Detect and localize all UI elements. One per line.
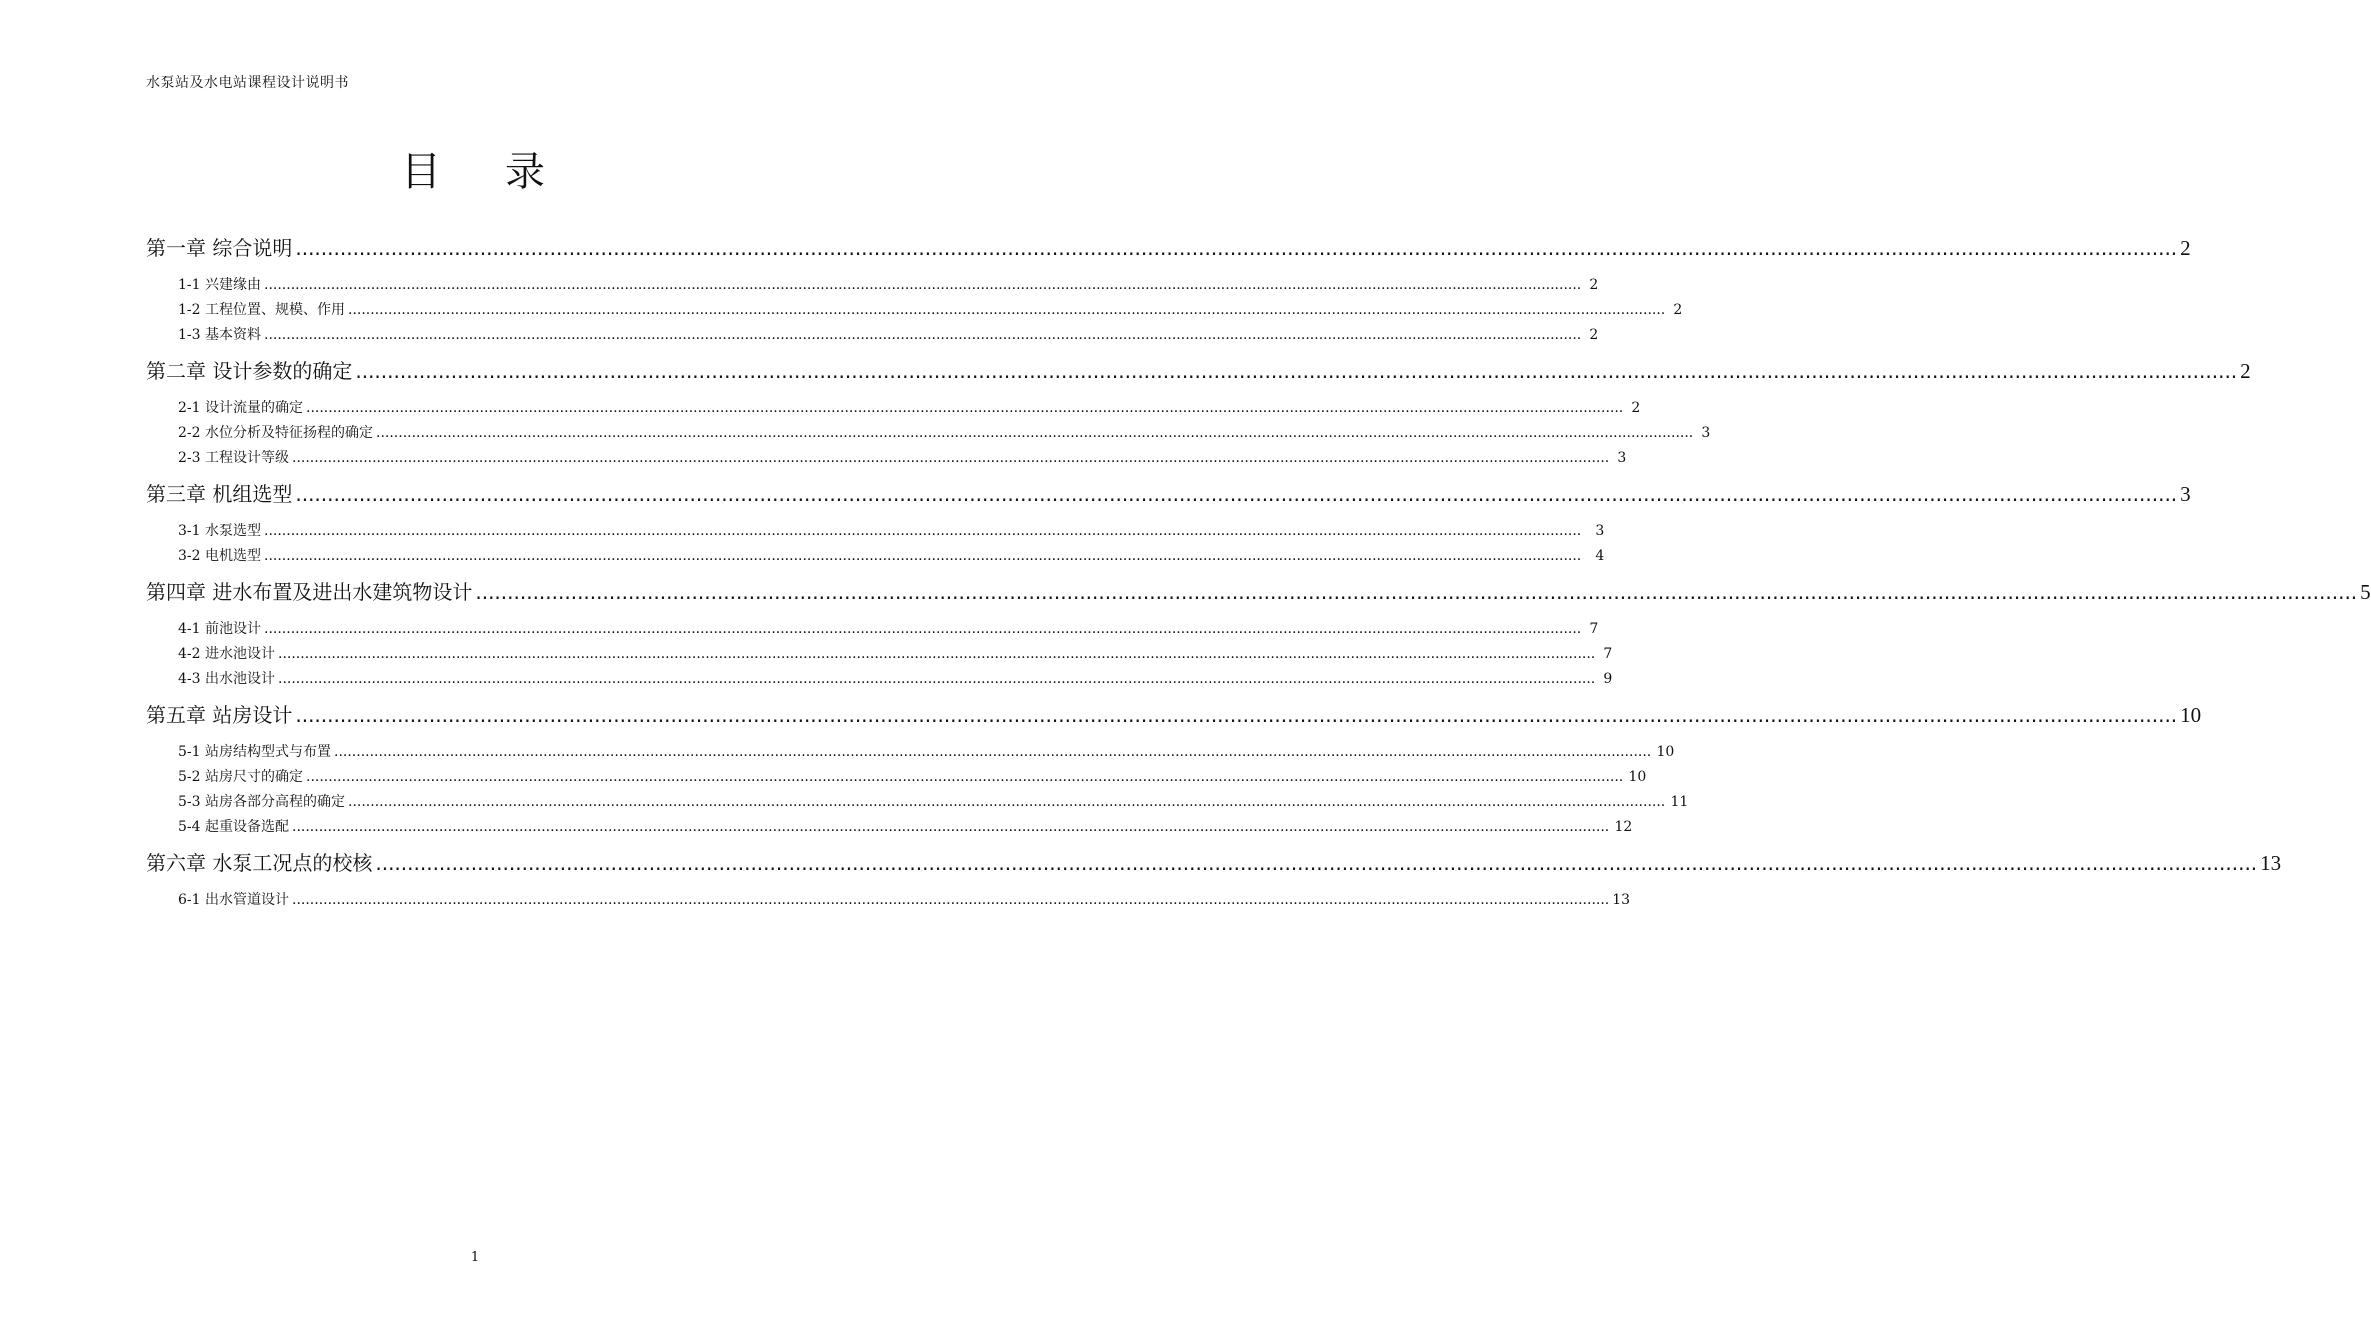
toc-leader-dots bbox=[348, 302, 1665, 318]
toc-section-page: 3 bbox=[1595, 523, 1605, 539]
toc-section-page: 9 bbox=[1603, 671, 1613, 687]
toc-section-entry[interactable] bbox=[146, 668, 1613, 693]
toc-section-page: 4 bbox=[1595, 548, 1605, 564]
toc-section-page: 7 bbox=[1589, 621, 1599, 637]
toc-leader-dots bbox=[348, 794, 1665, 810]
toc-leader-dots bbox=[264, 523, 1581, 539]
toc-chapter-title: 第五章 站房设计 bbox=[146, 703, 293, 727]
toc-section-page: 2 bbox=[1589, 327, 1599, 343]
toc-section-entry[interactable] bbox=[146, 643, 1613, 668]
toc-title-char-1: 目 bbox=[401, 149, 445, 195]
toc-section-page: 11 bbox=[1670, 794, 1689, 810]
toc-section-title: 5-4 起重设备选配 bbox=[178, 819, 289, 835]
toc-leader-dots bbox=[278, 671, 1595, 687]
toc-section-title: 6-1 出水管道设计 bbox=[178, 892, 289, 908]
toc-chapter-title: 第二章 设计参数的确定 bbox=[146, 359, 353, 383]
toc-leader-dots bbox=[292, 450, 1609, 466]
toc-leader-dots bbox=[306, 400, 1623, 416]
toc-leader-dots bbox=[295, 703, 2177, 727]
toc-title bbox=[0, 140, 950, 197]
toc-section-page: 3 bbox=[1701, 425, 1711, 441]
toc-leader-dots bbox=[355, 359, 2237, 383]
toc-section-entry[interactable] bbox=[146, 741, 1675, 766]
toc-leader-dots bbox=[375, 851, 2257, 875]
toc-section-title: 2-1 设计流量的确定 bbox=[178, 400, 303, 416]
toc-section-title: 2-2 水位分析及特征扬程的确定 bbox=[178, 425, 373, 441]
toc-section-entry[interactable] bbox=[146, 791, 1689, 816]
toc-chapter-entry[interactable] bbox=[146, 232, 2191, 262]
toc-chapter-entry[interactable] bbox=[146, 847, 2282, 877]
toc-chapter-page: 2 bbox=[2180, 236, 2191, 260]
toc-section-title: 5-1 站房结构型式与布置 bbox=[178, 744, 331, 760]
toc-section-entry[interactable] bbox=[146, 299, 1683, 324]
toc-section-title: 1-2 工程位置、规模、作用 bbox=[178, 302, 345, 318]
toc-leader-dots bbox=[292, 892, 1609, 908]
toc-section-title: 4-3 出水池设计 bbox=[178, 671, 275, 687]
toc-section-title: 5-3 站房各部分高程的确定 bbox=[178, 794, 345, 810]
toc-section-entry[interactable] bbox=[146, 422, 1711, 447]
toc-chapter-entry[interactable] bbox=[146, 478, 2191, 508]
toc-spacer bbox=[146, 914, 807, 920]
toc-leader-dots bbox=[264, 621, 1581, 637]
toc-leader-dots bbox=[264, 327, 1581, 343]
toc-section-page: 2 bbox=[1631, 400, 1641, 416]
toc-section-entry[interactable] bbox=[146, 766, 1647, 791]
page-number: 1 bbox=[470, 1250, 480, 1265]
toc-chapter-entry[interactable] bbox=[146, 699, 2202, 729]
toc-chapter-title: 第三章 机组选型 bbox=[146, 482, 293, 506]
toc-section-page: 2 bbox=[1589, 277, 1599, 293]
toc-leader-dots bbox=[264, 277, 1581, 293]
toc-chapter-page: 3 bbox=[2180, 482, 2191, 506]
table-of-contents bbox=[146, 232, 2371, 920]
toc-section-entry[interactable] bbox=[146, 889, 1631, 914]
toc-chapter-page: 2 bbox=[2240, 359, 2251, 383]
toc-leader-dots bbox=[376, 425, 1693, 441]
toc-section-title: 1-1 兴建缘由 bbox=[178, 277, 261, 293]
toc-title-char-2: 录 bbox=[505, 149, 549, 195]
toc-section-page: 10 bbox=[1628, 769, 1647, 785]
toc-chapter-page: 10 bbox=[2180, 703, 2202, 727]
toc-section-entry[interactable] bbox=[146, 618, 1599, 643]
toc-section-page: 13 bbox=[1612, 892, 1631, 908]
toc-leader-dots bbox=[306, 769, 1623, 785]
toc-section-entry[interactable] bbox=[146, 520, 1605, 545]
toc-section-entry[interactable] bbox=[146, 397, 1641, 422]
running-header: 水泵站及水电站课程设计说明书 bbox=[146, 75, 349, 91]
toc-section-title: 4-2 进水池设计 bbox=[178, 646, 275, 662]
toc-chapter-entry[interactable] bbox=[146, 355, 2251, 385]
toc-section-page: 10 bbox=[1656, 744, 1675, 760]
toc-chapter-page: 13 bbox=[2260, 851, 2282, 875]
toc-section-entry[interactable] bbox=[146, 816, 1633, 841]
toc-leader-dots bbox=[264, 548, 1581, 564]
toc-leader-dots bbox=[292, 819, 1609, 835]
toc-section-page: 12 bbox=[1614, 819, 1633, 835]
toc-section-entry[interactable] bbox=[146, 274, 1599, 299]
toc-section-entry[interactable] bbox=[146, 447, 1627, 472]
toc-leader-dots bbox=[295, 482, 2177, 506]
toc-chapter-title: 第一章 综合说明 bbox=[146, 236, 293, 260]
toc-section-title: 3-1 水泵选型 bbox=[178, 523, 261, 539]
toc-section-title: 3-2 电机选型 bbox=[178, 548, 261, 564]
toc-chapter-page: 5 bbox=[2360, 580, 2371, 604]
toc-leader-dots bbox=[475, 580, 2357, 604]
toc-section-title: 1-3 基本资料 bbox=[178, 327, 261, 343]
toc-section-entry[interactable] bbox=[146, 545, 1605, 570]
toc-chapter-title: 第四章 进水布置及进出水建筑物设计 bbox=[146, 580, 473, 604]
toc-section-entry[interactable] bbox=[146, 324, 1599, 349]
toc-section-page: 2 bbox=[1673, 302, 1683, 318]
toc-section-title: 4-1 前池设计 bbox=[178, 621, 261, 637]
toc-chapter-title: 第六章 水泵工况点的校核 bbox=[146, 851, 373, 875]
toc-leader-dots bbox=[334, 744, 1651, 760]
toc-section-page: 7 bbox=[1603, 646, 1613, 662]
toc-section-page: 3 bbox=[1617, 450, 1627, 466]
toc-chapter-entry[interactable] bbox=[146, 576, 2371, 606]
toc-leader-dots bbox=[295, 236, 2177, 260]
toc-leader-dots bbox=[278, 646, 1595, 662]
toc-section-title: 2-3 工程设计等级 bbox=[178, 450, 289, 466]
toc-section-title: 5-2 站房尺寸的确定 bbox=[178, 769, 303, 785]
